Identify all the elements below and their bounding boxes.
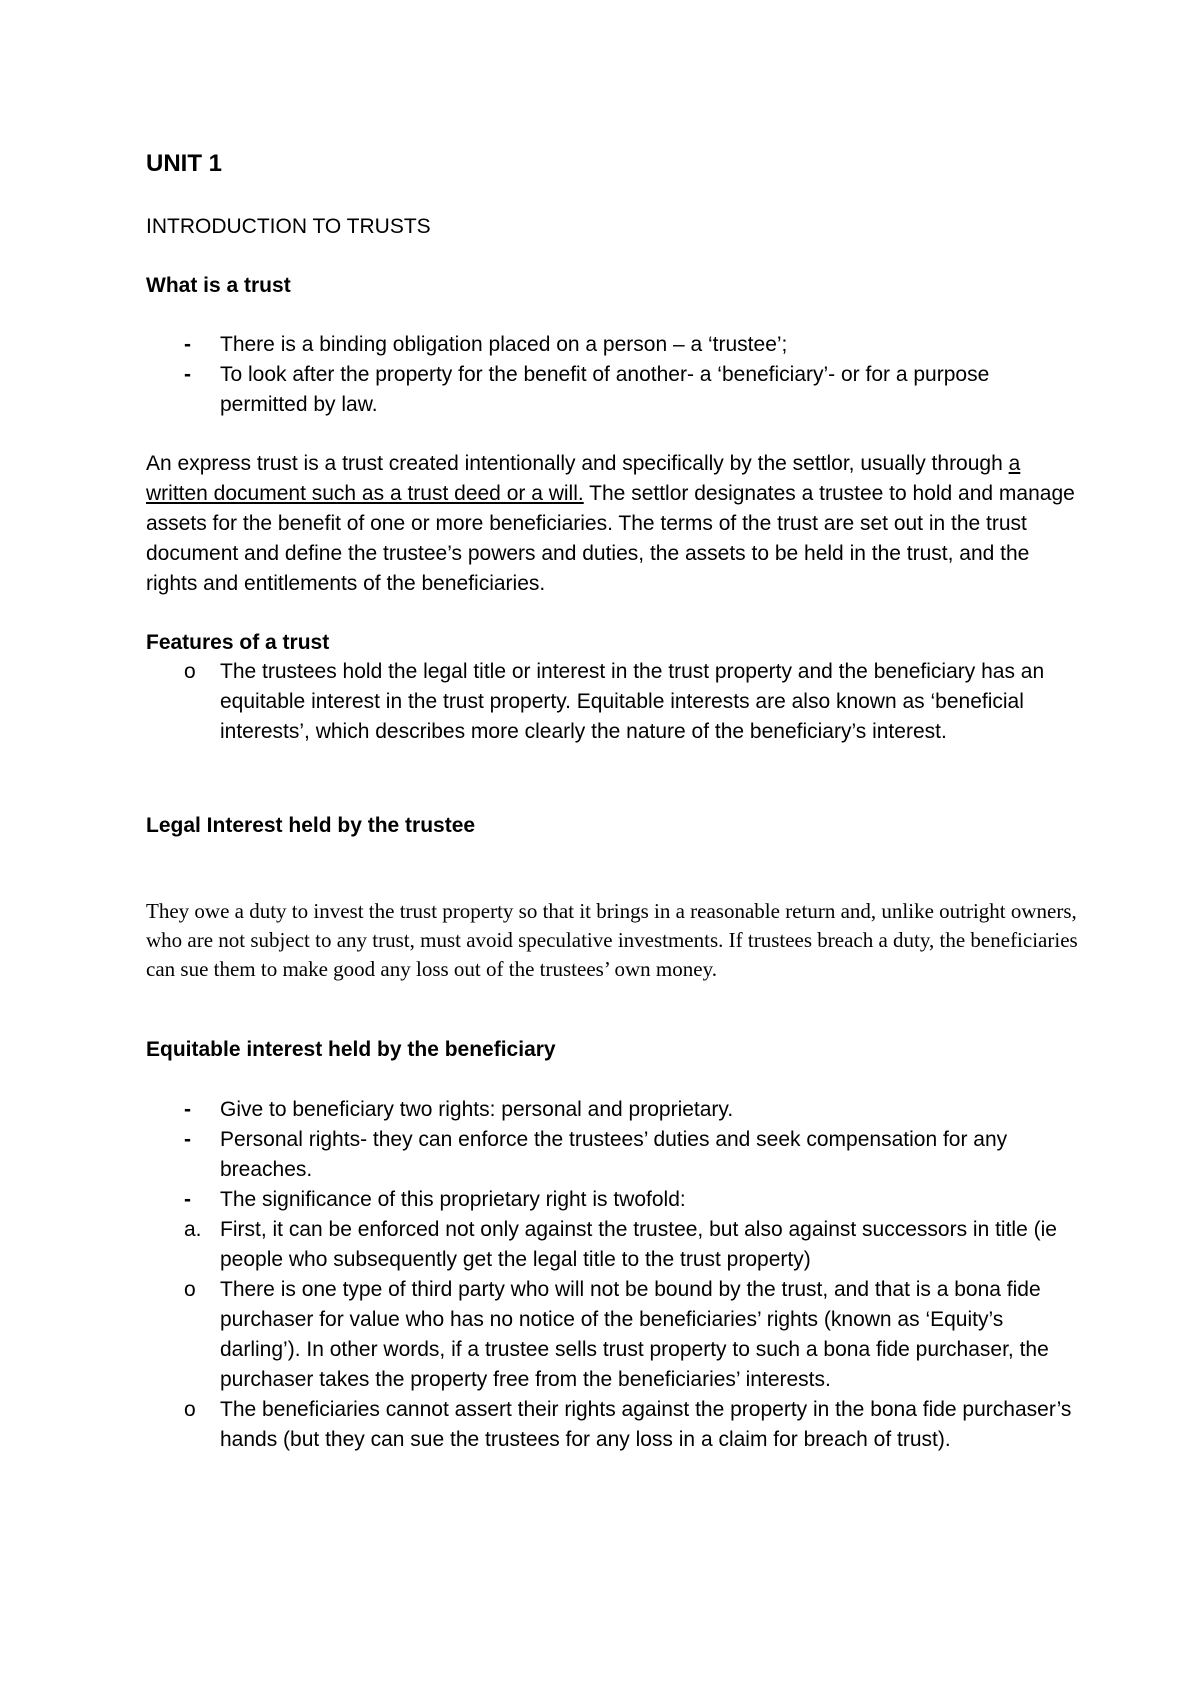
list-item-text: To look after the property for the benefit of another- a ‘beneficiary’- or for a purpose permitted by law. <box>220 363 990 416</box>
list-item-text: Personal rights- they can enforce the trustees’ duties and seek compensation for any breaches. <box>220 1128 1008 1181</box>
express-trust-paragraph <box>146 449 1076 599</box>
circle-bullet: o <box>184 1278 196 1301</box>
legal-interest-paragraph: They owe a duty to invest the trust property so that it brings in a reasonable return and, unlike outright owners, who are not subject to any trust, must avoid speculative investments. If trustees breach a duty, the beneficiaries can sue them to make good any loss out of the trustees’ own money. <box>146 899 1078 981</box>
list-item <box>146 360 1076 420</box>
circle-bullet: o <box>184 660 196 683</box>
list-item-text: The significance of this proprietary right is twofold: <box>220 1188 686 1211</box>
list-item-text: The trustees hold the legal title or interest in the trust property and the beneficiary has an equitable interest in the trust property. Equitable interests are also known as ‘beneficial interests’, which describes more clearly the nature of the beneficiary’s interest. <box>220 660 1045 743</box>
list-item <box>146 1275 1076 1395</box>
express-trust-underlined-text: a written document such as a trust deed or a will. <box>146 452 1021 505</box>
list-item <box>146 657 1076 747</box>
list-item-text: The beneficiaries cannot assert their rights against the property in the bona fide purchaser’s hands (but they can sue the trustees for any loss in a claim for breach of trust). <box>220 1398 1072 1451</box>
equitable-interest-list <box>146 1095 1076 1455</box>
what-is-a-trust-list <box>146 330 1076 420</box>
list-item <box>146 330 1076 360</box>
list-item-text: There is one type of third party who will not be bound by the trust, and that is a bona fide purchaser for value who has no notice of the beneficiaries’ rights (known as ‘Equity’s darling’). In other words, if a trustee sells trust property to such a bona fide purchaser, the purchaser takes the property free from the beneficiaries’ interests. <box>220 1278 1049 1391</box>
letter-marker: a. <box>184 1218 202 1241</box>
list-item <box>146 1395 1076 1455</box>
features-list <box>146 657 1076 747</box>
dash-bullet: - <box>184 1128 191 1151</box>
dash-bullet: - <box>184 333 191 356</box>
express-trust-text-end: The settlor designates a trustee to hold and manage assets for the benefit of one or more beneficiaries. The terms of the trust are set out in the trust document and define the trustee’s powers and duties, the assets to be held in the trust, and the rights and entitlements of the beneficiaries. <box>146 482 1075 595</box>
list-item <box>146 1215 1076 1275</box>
list-item-text: First, it can be enforced not only against the trustee, but also against successors in title (ie people who subsequently get the legal title to the trust property) <box>220 1218 1057 1271</box>
what-is-a-trust-heading: What is a trust <box>146 274 291 297</box>
dash-bullet: - <box>184 1188 191 1211</box>
dash-bullet: - <box>184 363 191 386</box>
list-item <box>146 1125 1076 1185</box>
unit-heading: UNIT 1 <box>146 150 223 177</box>
list-item <box>146 1185 1076 1215</box>
dash-bullet: - <box>184 1098 191 1121</box>
list-item-text: There is a binding obligation placed on a person – a ‘trustee’; <box>220 333 788 356</box>
express-trust-text-start: An express trust is a trust created intentionally and specifically by the settlor, usually through <box>146 452 1009 475</box>
list-item-text: Give to beneficiary two rights: personal and proprietary. <box>220 1098 734 1121</box>
features-heading: Features of a trust <box>146 631 330 654</box>
list-item <box>146 1095 1076 1125</box>
equitable-interest-heading: Equitable interest held by the beneficiary <box>146 1038 556 1061</box>
circle-bullet: o <box>184 1398 196 1421</box>
legal-interest-heading: Legal Interest held by the trustee <box>146 814 476 837</box>
document-title: INTRODUCTION TO TRUSTS <box>146 215 431 238</box>
